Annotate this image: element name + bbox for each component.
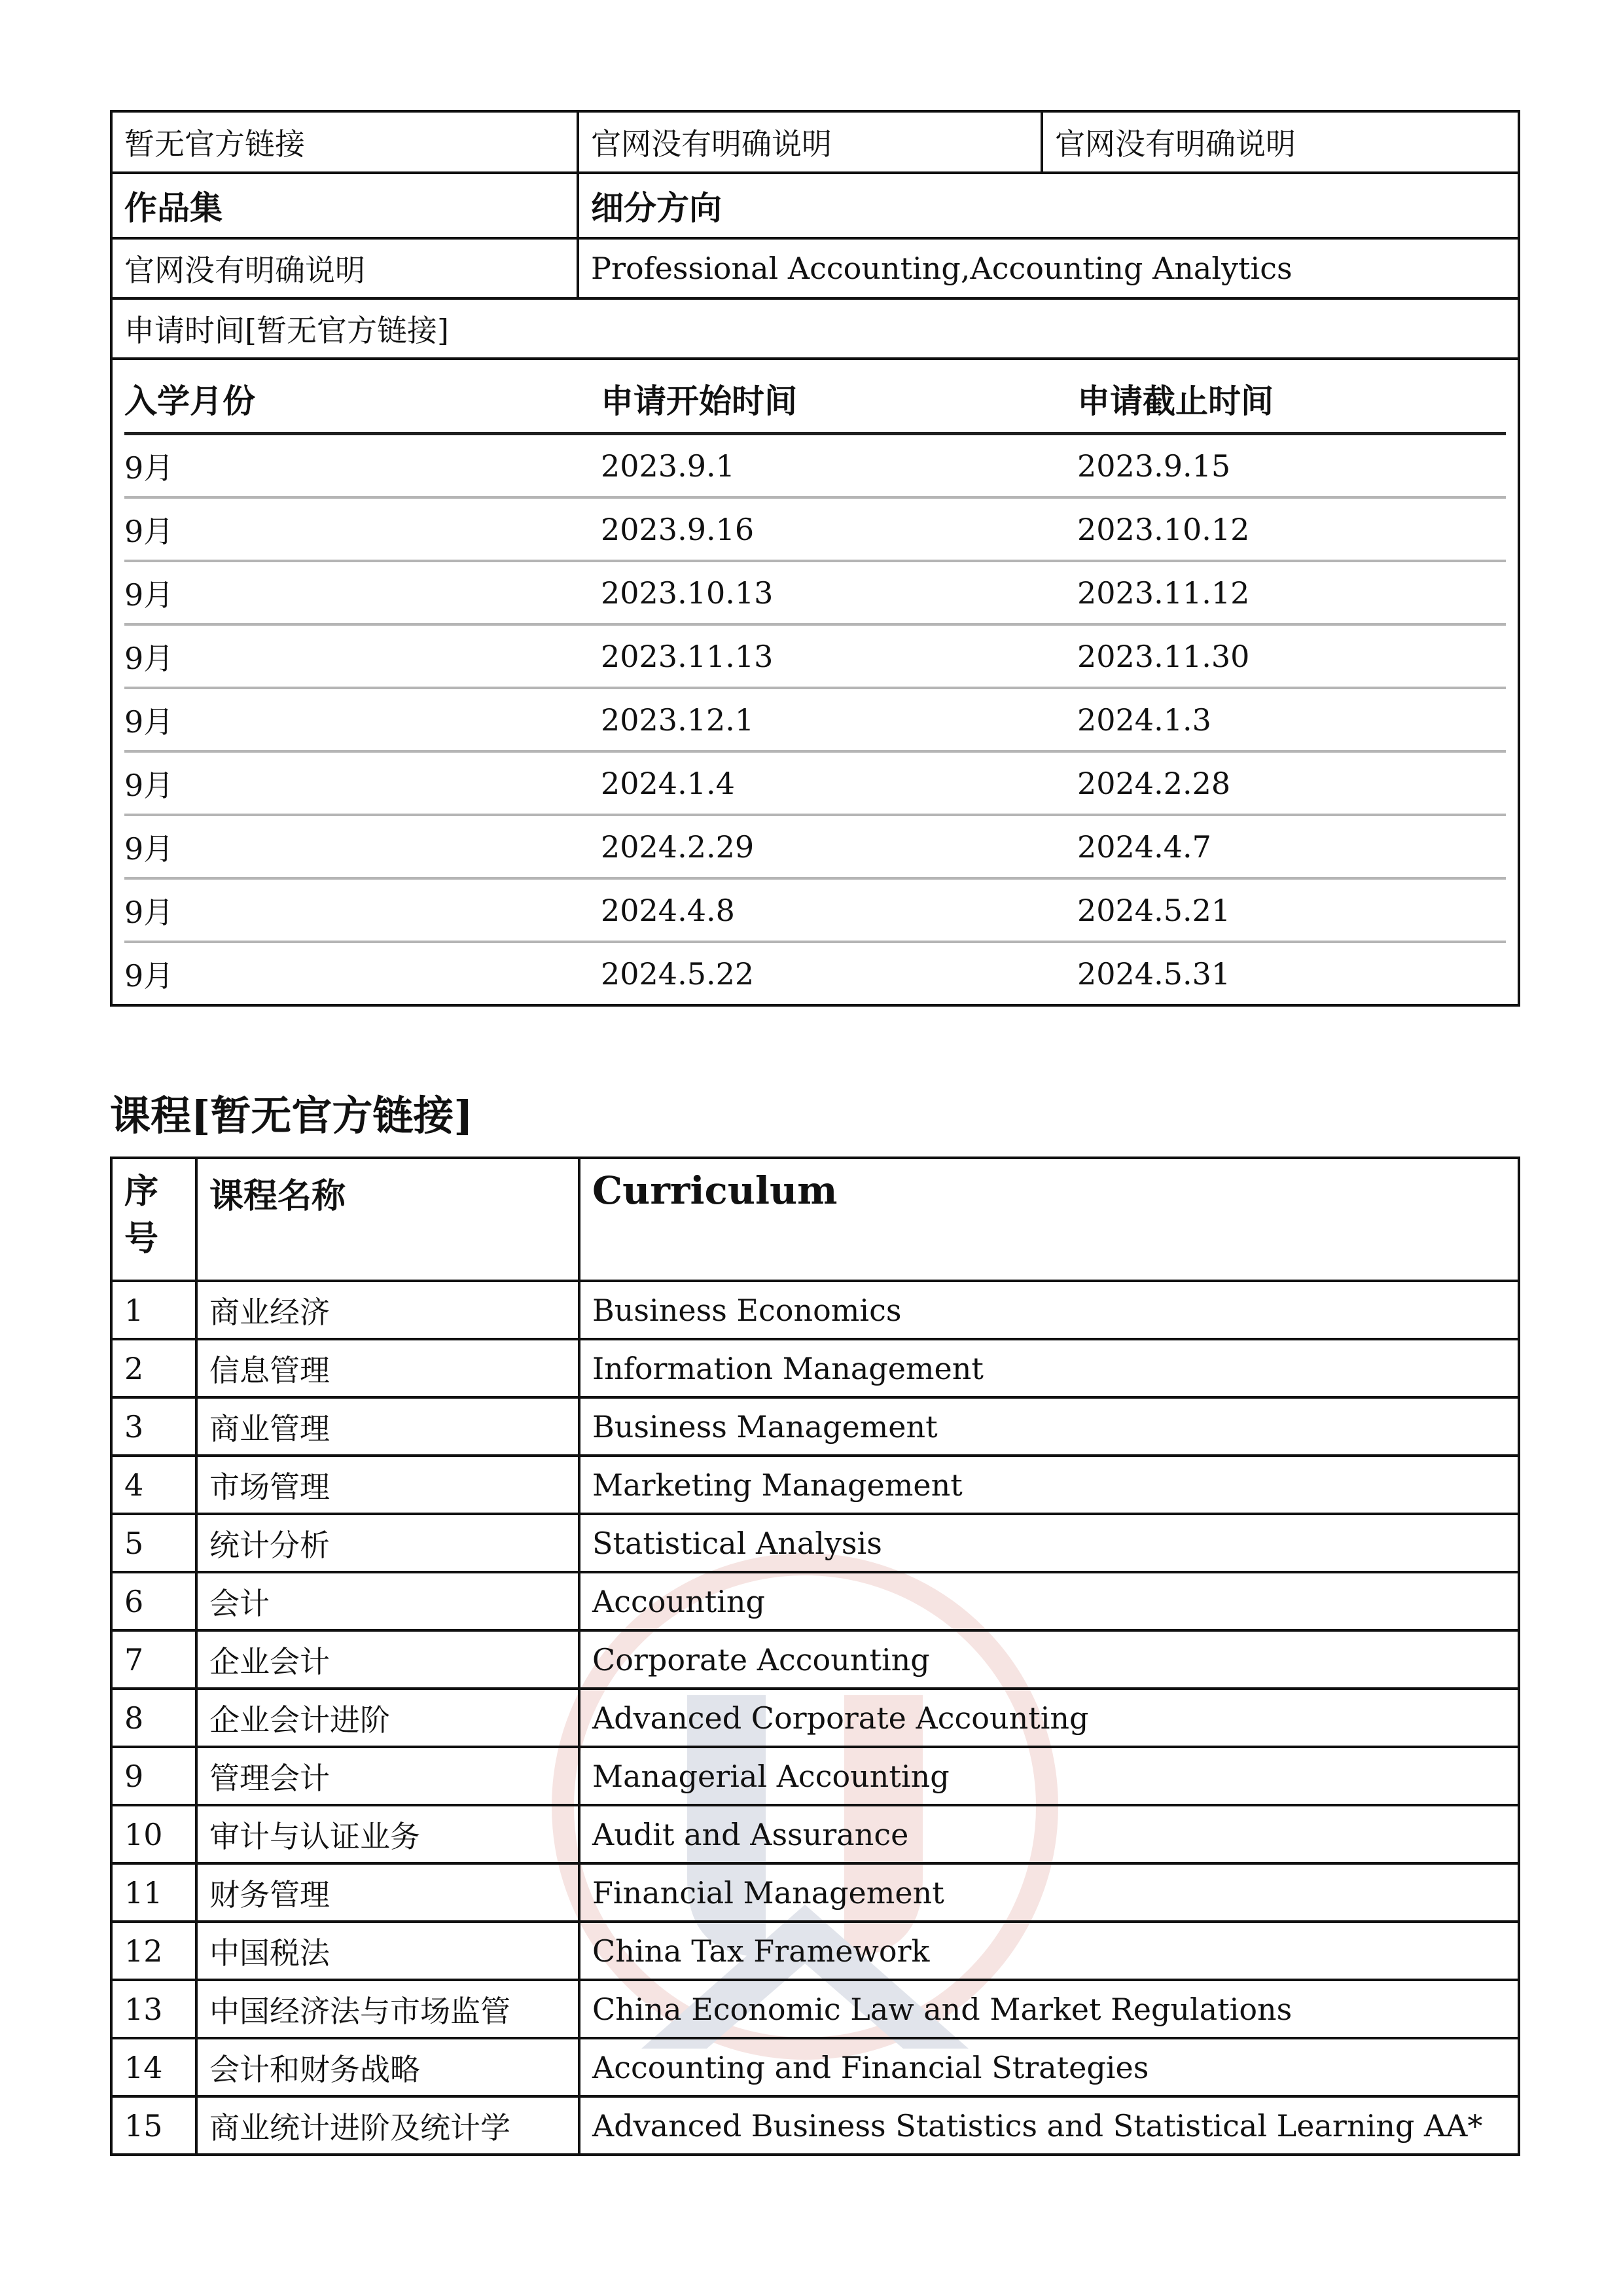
application-schedule-table: [113, 360, 1518, 1004]
course-table: [110, 1157, 1520, 2156]
course-name-cn: 审计与认证业务: [196, 1805, 579, 1863]
course-name-en: Corporate Accounting: [579, 1630, 1519, 1689]
info-cell: 官网没有明确说明: [577, 113, 1041, 171]
course-index: 3: [111, 1397, 196, 1456]
course-index: 5: [111, 1514, 196, 1572]
table-row: [124, 689, 1506, 753]
course-index: 11: [111, 1863, 196, 1922]
start-date: 2023.9.1: [601, 448, 735, 484]
course-index: 2: [111, 1339, 196, 1397]
course-name-cn: 商业统计进阶及统计学: [196, 2096, 579, 2155]
course-name-cn: 企业会计: [196, 1630, 579, 1689]
course-index: 13: [111, 1980, 196, 2038]
course-name-cn: 财务管理: [196, 1863, 579, 1922]
intake-month-header: 入学月份: [124, 382, 255, 420]
deadline: 2023.11.12: [1077, 575, 1250, 611]
portfolio-value-row: [113, 240, 1518, 300]
course-index: 15: [111, 2096, 196, 2155]
deadline-header: 申请截止时间: [1077, 382, 1274, 420]
course-name-en: Financial Management: [579, 1863, 1519, 1922]
table-row: [124, 880, 1506, 943]
info-cell: 暂无官方链接: [124, 126, 305, 162]
course-name-en: Accounting: [579, 1572, 1519, 1630]
intake-month: 9月: [124, 640, 174, 676]
course-index: 14: [111, 2038, 196, 2096]
course-name-en: Audit and Assurance: [579, 1805, 1519, 1863]
course-name-cn: 统计分析: [196, 1514, 579, 1572]
start-date: 2024.5.22: [601, 956, 755, 992]
course-name-cn: 中国税法: [196, 1922, 579, 1980]
table-row: [111, 1805, 1519, 1863]
table-row: [111, 2038, 1519, 2096]
courses-title: 课程[暂无官方链接]: [110, 1092, 473, 1139]
application-table-row: [113, 360, 1518, 1004]
table-row: [124, 626, 1506, 689]
info-cell: 官网没有明确说明: [1041, 113, 1518, 171]
table-row: [111, 1397, 1519, 1456]
table-row: [111, 1572, 1519, 1630]
deadline: 2024.2.28: [1077, 765, 1231, 801]
table-row: [111, 1339, 1519, 1397]
course-name-cn: 会计和财务战略: [196, 2038, 579, 2096]
intake-month: 9月: [124, 513, 174, 549]
course-index: 7: [111, 1630, 196, 1689]
course-name-en: Business Economics: [579, 1281, 1519, 1339]
course-name-en: Marketing Management: [579, 1456, 1519, 1514]
direction-value: Professional Accounting,Accounting Analytics: [577, 240, 1518, 297]
course-name-en: China Economic Law and Market Regulations: [579, 1980, 1519, 2038]
course-name-cn: 信息管理: [196, 1339, 579, 1397]
table-row: [111, 1863, 1519, 1922]
program-info-table: [110, 110, 1520, 1007]
intake-month: 9月: [124, 958, 174, 994]
intake-month: 9月: [124, 831, 174, 867]
course-name-cn: 市场管理: [196, 1456, 579, 1514]
table-row: [111, 2096, 1519, 2155]
application-table-header: [124, 365, 1506, 435]
course-name-cn: 商业管理: [196, 1397, 579, 1456]
intake-month: 9月: [124, 450, 174, 486]
table-row: [111, 1689, 1519, 1747]
intake-month: 9月: [124, 894, 174, 930]
direction-header: 细分方向: [577, 174, 1518, 237]
intake-month: 9月: [124, 767, 174, 803]
deadline: 2024.5.31: [1077, 956, 1231, 992]
course-index: 9: [111, 1747, 196, 1805]
course-name-en: Managerial Accounting: [579, 1747, 1519, 1805]
deadline: 2024.1.3: [1077, 702, 1211, 738]
table-row: [124, 562, 1506, 626]
course-index: 4: [111, 1456, 196, 1514]
table-row: [111, 1922, 1519, 1980]
course-name-en: Statistical Analysis: [579, 1514, 1519, 1572]
course-name-header: 课程名称: [196, 1158, 579, 1281]
start-date-header: 申请开始时间: [601, 382, 797, 420]
table-row: [111, 1281, 1519, 1339]
course-index: 1: [111, 1281, 196, 1339]
table-row: [111, 1456, 1519, 1514]
course-name-cn: 中国经济法与市场监管: [196, 1980, 579, 2038]
course-index: 10: [111, 1805, 196, 1863]
course-name-en: Accounting and Financial Strategies: [579, 2038, 1519, 2096]
course-index: 6: [111, 1572, 196, 1630]
course-name-en: Advanced Business Statistics and Statistical Learning AA*: [579, 2096, 1519, 2155]
intake-month: 9月: [124, 577, 174, 613]
application-time-row: [113, 300, 1518, 360]
start-date: 2023.10.13: [601, 575, 774, 611]
course-name-en: Business Management: [579, 1397, 1519, 1456]
portfolio-value: 官网没有明确说明: [124, 253, 365, 288]
table-row: [124, 499, 1506, 562]
intake-month: 9月: [124, 704, 174, 740]
index-header: 序号: [111, 1158, 196, 1281]
course-name-cn: 管理会计: [196, 1747, 579, 1805]
start-date: 2024.1.4: [601, 765, 735, 801]
table-row: [111, 1980, 1519, 2038]
portfolio-header-row: [113, 174, 1518, 240]
deadline: 2024.4.7: [1077, 829, 1211, 865]
deadline: 2023.9.15: [1077, 448, 1231, 484]
start-date: 2023.11.13: [601, 638, 774, 674]
start-date: 2024.4.8: [601, 892, 735, 928]
table-row: [124, 943, 1506, 1004]
link-row: [113, 113, 1518, 174]
course-name-en: Advanced Corporate Accounting: [579, 1689, 1519, 1747]
course-name-en: China Tax Framework: [579, 1922, 1519, 1980]
curriculum-header: Curriculum: [579, 1158, 1519, 1281]
table-row: [124, 435, 1506, 499]
course-index: 8: [111, 1689, 196, 1747]
deadline: 2023.10.12: [1077, 511, 1250, 547]
start-date: 2023.9.16: [601, 511, 755, 547]
start-date: 2024.2.29: [601, 829, 755, 865]
course-name-en: Information Management: [579, 1339, 1519, 1397]
deadline: 2023.11.30: [1077, 638, 1250, 674]
course-name-cn: 会计: [196, 1572, 579, 1630]
course-table-header: [111, 1158, 1519, 1281]
course-index: 12: [111, 1922, 196, 1980]
table-row: [111, 1747, 1519, 1805]
table-row: [111, 1514, 1519, 1572]
application-time-label: 申请时间[暂无官方链接]: [124, 313, 449, 348]
course-name-cn: 企业会计进阶: [196, 1689, 579, 1747]
table-row: [124, 753, 1506, 816]
table-row: [124, 816, 1506, 880]
deadline: 2024.5.21: [1077, 892, 1231, 928]
portfolio-header: 作品集: [124, 188, 223, 227]
course-name-cn: 商业经济: [196, 1281, 579, 1339]
table-row: [111, 1630, 1519, 1689]
start-date: 2023.12.1: [601, 702, 755, 738]
